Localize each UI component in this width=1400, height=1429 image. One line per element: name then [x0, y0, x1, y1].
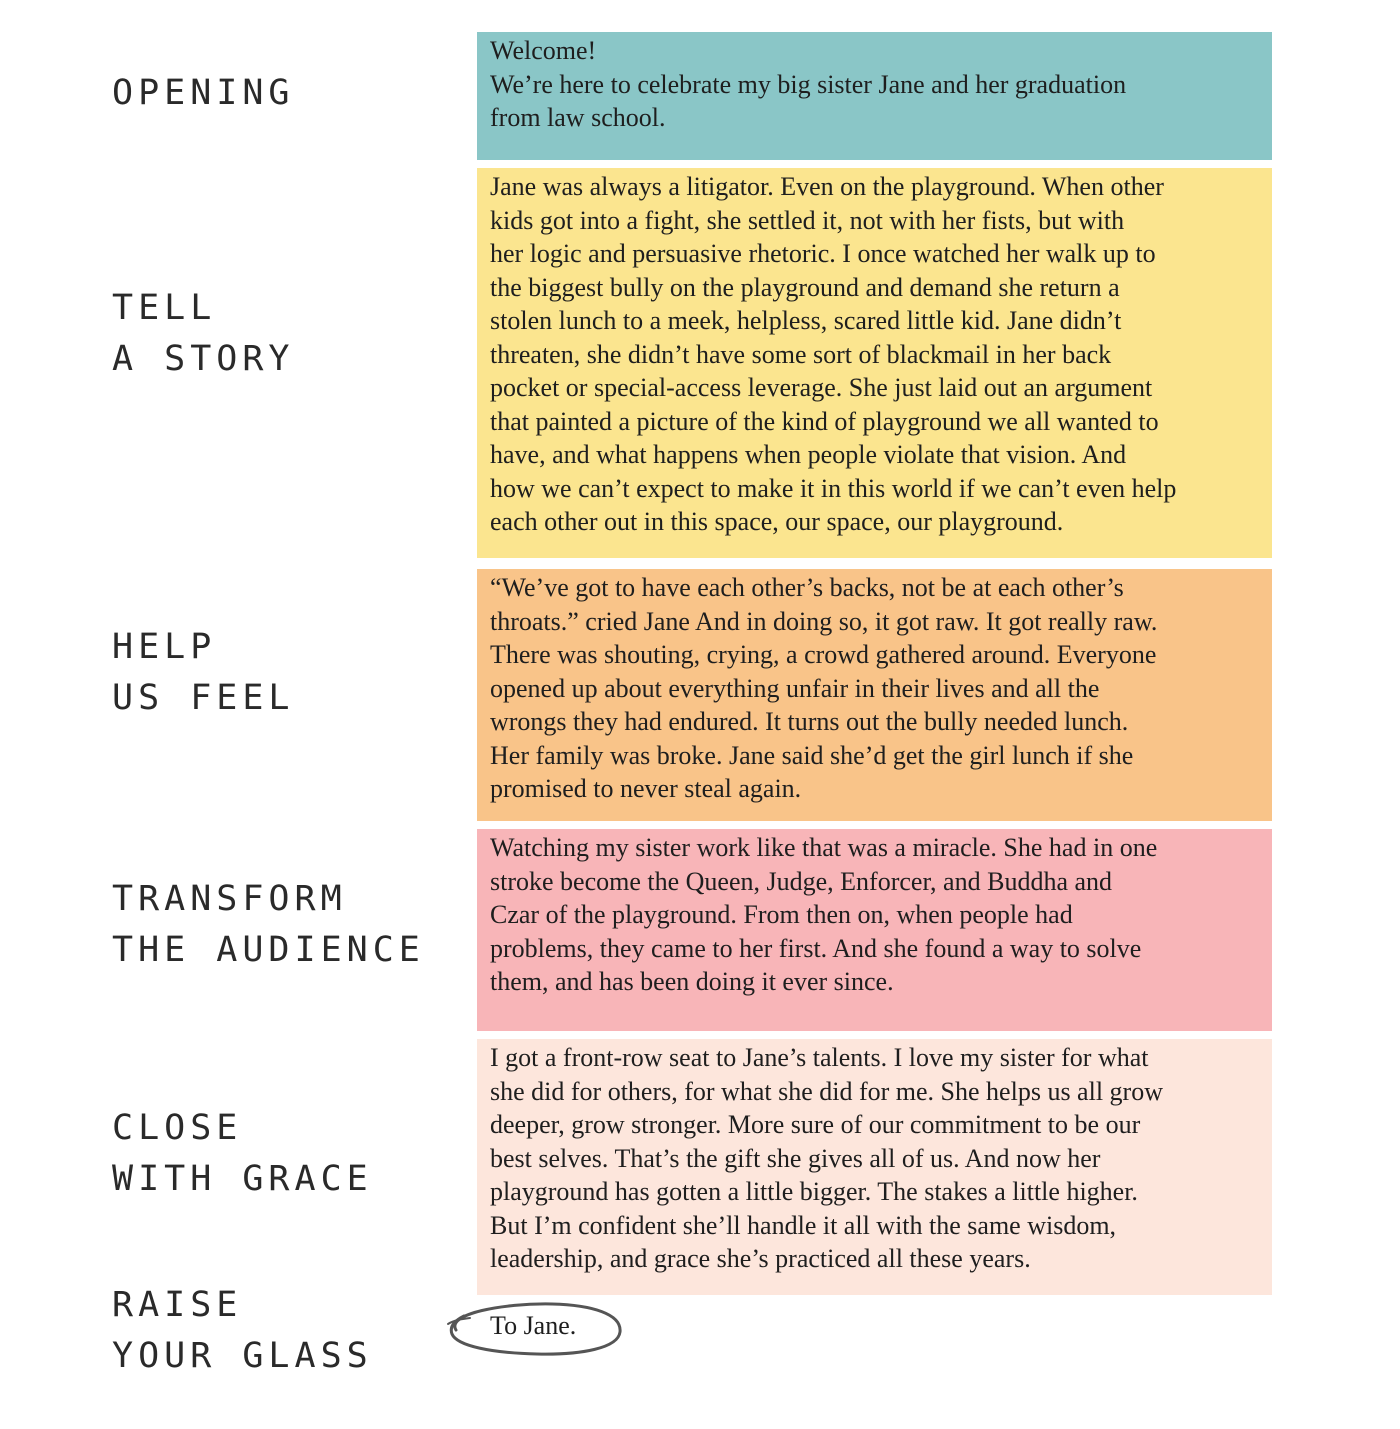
text-line: stroke become the Queen, Judge, Enforcer, and Buddha and	[490, 866, 1113, 896]
label-line: TELL	[112, 288, 217, 328]
section-label-raise-your-glass	[112, 1280, 373, 1382]
feel-text-box	[477, 569, 1272, 821]
text-line: Czar of the playground. From then on, when people had	[490, 900, 1073, 929]
section-label-opening	[112, 68, 295, 119]
text-line: them, and has been doing it ever since.	[490, 967, 894, 996]
text-line: Welcome!	[490, 36, 597, 65]
label-line: A STORY	[112, 339, 295, 379]
label-line: US FEEL	[112, 678, 295, 718]
text-line: Jane was always a litigator. Even on the playground. When other	[490, 172, 1164, 201]
text-line: have, and what happens when people violate that vision. And	[490, 440, 1127, 469]
label-line: RAISE	[112, 1285, 243, 1325]
section-label-transform-the-audience	[112, 874, 425, 976]
text-line: I got a front-row seat to Jane’s talents. I love my sister for what	[490, 1043, 1149, 1072]
text-line: her logic and persuasive rhetoric. I once watched her walk up to	[490, 239, 1156, 268]
section-label-close-with-grace	[112, 1103, 373, 1205]
story-text-box	[477, 168, 1272, 558]
text-line: Her family was broke. Jane said she’d get the girl lunch if she	[490, 740, 1134, 770]
text-line: kids got into a fight, she settled it, not with her fists, but with	[490, 205, 1125, 235]
label-line: WITH GRACE	[112, 1159, 373, 1199]
label-line: OPENING	[112, 73, 295, 113]
text-line: throats.” cried Jane And in doing so, it got raw. It got really raw.	[490, 606, 1158, 636]
text-line: “We’ve got to have each other’s backs, not be at each other’s	[490, 573, 1124, 602]
label-line: CLOSE	[112, 1108, 243, 1148]
opening-text-box	[477, 32, 1272, 160]
text-line: Watching my sister work like that was a miracle. She had in one	[490, 833, 1158, 862]
text-line: stolen lunch to a meek, helpless, scared little kid. Jane didn’t	[490, 306, 1122, 335]
text-line: that painted a picture of the kind of playground we all wanted to	[490, 406, 1159, 436]
transform-text-box	[477, 829, 1272, 1031]
section-label-tell-a-story	[112, 283, 295, 385]
text-line: We’re here to celebrate my big sister Jane and her graduation	[490, 69, 1127, 99]
text-line: opened up about everything unfair in their lives and all the	[490, 673, 1100, 703]
text-line: she did for others, for what she did for me. She helps us all grow	[490, 1076, 1163, 1106]
text-line: threaten, she didn’t have some sort of blackmail in her back	[490, 339, 1112, 369]
text-line: leadership, and grace she’s practiced all these years.	[490, 1244, 1031, 1273]
label-line: YOUR GLASS	[112, 1336, 373, 1376]
label-line: THE AUDIENCE	[112, 930, 425, 970]
section-label-help-us-feel	[112, 622, 295, 724]
close-text-box	[477, 1039, 1272, 1295]
text-line: But I’m confident she’ll handle it all with the same wisdom,	[490, 1210, 1117, 1240]
text-line: deeper, grow stronger. More sure of our commitment to be our	[490, 1110, 1141, 1139]
text-line: the biggest bully on the playground and demand she return a	[490, 272, 1120, 302]
label-line: HELP	[112, 627, 217, 667]
text-line: from law school.	[490, 103, 666, 132]
text-line: There was shouting, crying, a crowd gathered around. Everyone	[490, 640, 1157, 669]
text-line: how we can’t expect to make it in this world if we can’t even help	[490, 473, 1177, 503]
text-line: each other out in this space, our space, our playground.	[490, 507, 1064, 536]
label-line: TRANSFORM	[112, 879, 347, 919]
text-line: problems, they came to her first. And she found a way to solve	[490, 933, 1142, 963]
text-line: wrongs they had endured. It turns out the bully needed lunch.	[490, 707, 1129, 736]
text-line: playground has gotten a little bigger. The stakes a little higher.	[490, 1177, 1138, 1206]
toast-text: To Jane.	[490, 1311, 577, 1340]
text-line: best selves. That’s the gift she gives all of us. And now her	[490, 1143, 1101, 1173]
text-line: pocket or special-access leverage. She just laid out an argument	[490, 373, 1153, 402]
text-line: promised to never steal again.	[490, 774, 802, 803]
